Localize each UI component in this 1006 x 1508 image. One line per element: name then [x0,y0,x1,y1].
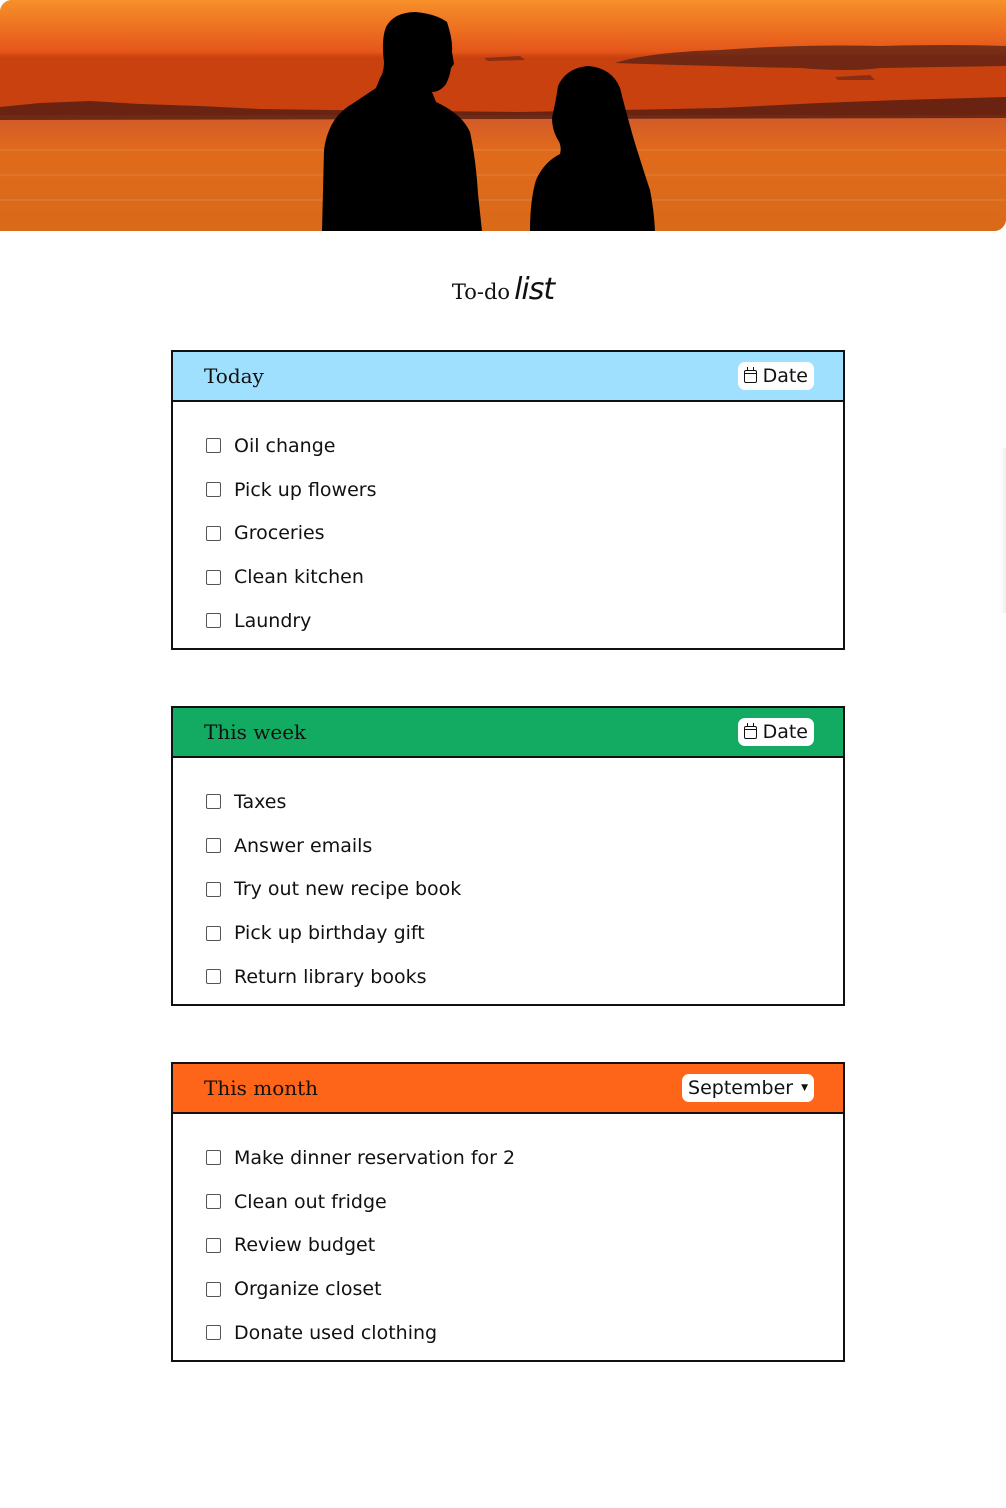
task-label: Review budget [234,1234,376,1257]
task-checkbox[interactable] [206,570,221,585]
task-item [206,512,843,556]
task-item [206,599,843,643]
task-list [173,758,843,1004]
task-label: Pick up flowers [234,478,377,501]
section-header [173,352,843,402]
task-label: Return library books [234,965,427,988]
task-item [206,1224,843,1268]
task-checkbox[interactable] [206,1282,221,1297]
task-label: Taxes [234,790,287,813]
section-title: Today [204,364,264,388]
task-label: Groceries [234,522,325,545]
month-dropdown-label: September [688,1077,794,1099]
date-picker-button[interactable] [738,362,814,390]
section-this-month [171,1062,845,1362]
task-checkbox[interactable] [206,969,221,984]
task-checkbox[interactable] [206,438,221,453]
task-checkbox[interactable] [206,882,221,897]
task-label: Oil change [234,434,336,457]
task-item [206,780,843,824]
task-checkbox[interactable] [206,482,221,497]
task-label: Organize closet [234,1278,382,1301]
task-item [206,1136,843,1180]
task-list [173,402,843,648]
task-item [206,1267,843,1311]
task-label: Clean kitchen [234,566,364,589]
task-item [206,468,843,512]
date-picker-label: Date [762,721,808,743]
task-checkbox[interactable] [206,1325,221,1340]
page-title-part1: To-do [451,280,511,304]
task-label: Answer emails [234,834,373,857]
task-item [206,1180,843,1224]
page-title [0,272,1006,307]
task-checkbox[interactable] [206,926,221,941]
task-checkbox[interactable] [206,794,221,809]
task-checkbox[interactable] [206,526,221,541]
task-checkbox[interactable] [206,1194,221,1209]
section-today [171,350,845,650]
section-this-week [171,706,845,1006]
task-label: Try out new recipe book [234,878,462,901]
task-label: Donate used clothing [234,1321,438,1344]
page-title-part2: list [514,272,555,307]
task-label: Clean out fridge [234,1190,387,1213]
caret-down-icon: ▼ [801,1083,808,1093]
side-panel-edge [1000,448,1006,613]
section-header [173,1064,843,1114]
task-item [206,1311,843,1355]
task-list [173,1114,843,1360]
task-checkbox[interactable] [206,613,221,628]
task-label: Make dinner reservation for 2 [234,1146,516,1169]
section-title: This week [204,720,307,744]
task-item [206,824,843,868]
task-checkbox[interactable] [206,838,221,853]
task-item [206,424,843,468]
task-item [206,955,843,999]
date-picker-label: Date [762,365,808,387]
task-checkbox[interactable] [206,1150,221,1165]
header-banner-image [0,0,1006,231]
month-dropdown[interactable] [682,1074,814,1102]
task-item [206,555,843,599]
task-label: Pick up birthday gift [234,922,425,945]
task-item [206,868,843,912]
date-picker-button[interactable] [738,718,814,746]
section-header [173,708,843,758]
calendar-icon [744,370,757,383]
section-title: This month [204,1076,319,1100]
task-checkbox[interactable] [206,1238,221,1253]
calendar-icon [744,726,757,739]
task-item [206,911,843,955]
task-label: Laundry [234,609,312,632]
sunset-silhouette-illustration [0,0,1006,231]
